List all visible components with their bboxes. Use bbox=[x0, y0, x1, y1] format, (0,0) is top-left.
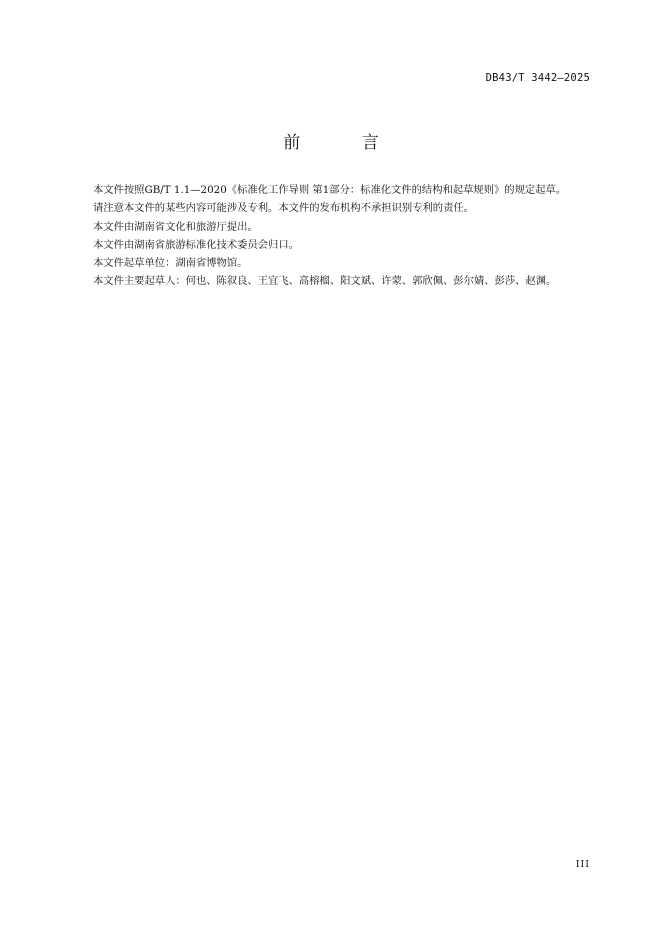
paragraph-committee: 本文件由湖南省旅游标准化技术委员会归口。 bbox=[93, 238, 299, 251]
page-title: 前 言 bbox=[283, 133, 407, 153]
paragraph-drafting-unit: 本文件起草单位：湖南省博物馆。 bbox=[93, 257, 248, 270]
document-code: DB43/T 3442—2025 bbox=[485, 72, 590, 84]
paragraph-drafters: 本文件主要起草人：何也、陈叙良、王宜飞、高榕榴、阳文斌、许蒙、郭欣佩、彭尔婧、彭莎、赵渊。 bbox=[93, 275, 557, 288]
paragraph-drafting-basis: 本文件按照GB/T 1.1—2020《标准化工作导则 第1部分：标准化文件的结构和起草规则》的规定起草。 bbox=[93, 184, 567, 196]
page-number: III bbox=[575, 859, 590, 870]
paragraph-proposer: 本文件由湖南省文化和旅游厅提出。 bbox=[93, 220, 258, 233]
foreword-body bbox=[72, 181, 592, 291]
paragraph-patent-notice: 请注意本文件的某些内容可能涉及专利。本文件的发布机构不承担识别专利的责任。 bbox=[93, 202, 474, 215]
